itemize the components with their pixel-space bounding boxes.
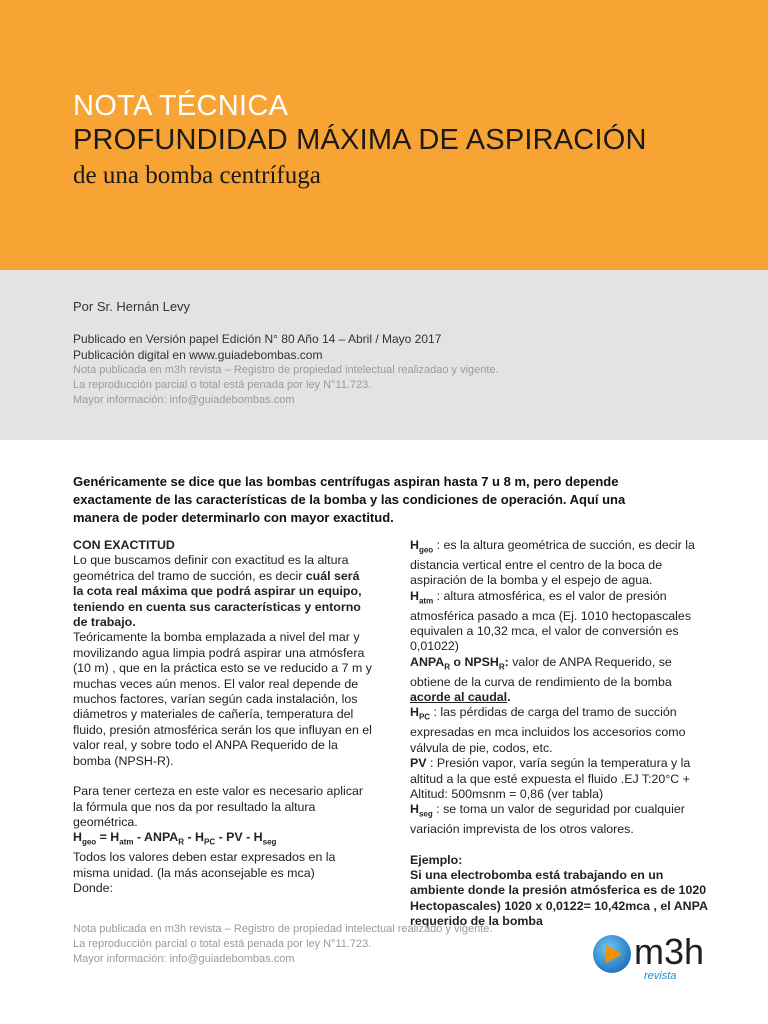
hseg-symbol: H xyxy=(410,802,419,817)
p1-text: Lo que buscamos definir con exactitud es la altura geométrica del tramo de succión, es decir xyxy=(73,553,349,583)
npsh-sub: R xyxy=(498,662,505,672)
formula xyxy=(73,830,373,850)
paragraph-2: Teóricamente la bomba emplazada a nivel del mar y movilizando agua limpia podrá aspirar una atmósfera (10 m) , que en la práctica esto se ve reducido a 7 m y muchas veces aún menos. El valor real depende de muchos factores, varían según cada instalación, los diámetros y materiales de cañería, temperatura del fluido, presión atmosférica serán los que influyan en el valor real, y sobre todo el ANPA Requerido de la bomba (NPSH-R). xyxy=(73,630,372,768)
anpa-text: valor de ANPA Requerido, se obtiene de la curva de rendimiento de la bomba xyxy=(410,654,672,689)
left-column xyxy=(73,538,373,896)
formula-seg: seg xyxy=(262,837,277,847)
info-note: Mayor información: info@guiadebombas.com xyxy=(73,394,295,406)
footer-note: Nota publicada en m3h revista – Registro de propiedad intelectual realizado y vigente. xyxy=(73,923,493,935)
def-anpa xyxy=(410,655,710,706)
footer-repro: La reproducción parcial o total está penada por ley N°11.723. xyxy=(73,938,372,950)
digital-line: Publicación digital en www.guiadebombas.com xyxy=(73,348,323,362)
def-pv xyxy=(410,756,710,802)
paragraph-4: Todos los valores deben estar expresados en la misma unidad. (la más aconsejable es mca) xyxy=(73,850,336,880)
hpc-symbol: H xyxy=(410,705,419,720)
spacer xyxy=(73,769,373,784)
hatm-symbol: H xyxy=(410,588,419,603)
logo-brand: m3h xyxy=(634,931,705,972)
example-heading: Ejemplo: xyxy=(410,852,463,867)
author: Por Sr. Hernán Levy xyxy=(73,299,191,314)
def-hatm xyxy=(410,589,710,655)
hpc-text: : las pérdidas de carga del tramo de succión expresadas en mca incluidos los accesorios como válvula de pie, codos, etc. xyxy=(410,705,686,755)
p1-bold: cuál será la cota real máxima que podrá aspirar un equipo, teniendo en cuenta sus características y entorno de trabajo. xyxy=(73,568,362,630)
anpa-dot: . xyxy=(507,690,511,705)
repro-note: La reproducción parcial o total está penada por ley N°11.723. xyxy=(73,379,372,391)
paragraph-1 xyxy=(73,553,373,630)
example-text: Si una electrobomba está trabajando en un ambiente donde la presión atmósferica es de 1020 Hectopascales) 1020 x 0,0122= 10,42mca , el ANPA requerido de la bomba xyxy=(410,868,708,929)
copyright-note: Nota publicada en m3h revista – Registro de propiedad intelectual realizadao y vigente. xyxy=(73,364,499,376)
note-label: NOTA TÉCNICA xyxy=(73,90,289,122)
section-heading: CON EXACTITUD xyxy=(73,538,175,552)
m3h-logo xyxy=(592,924,732,984)
intro-paragraph: Genéricamente se dice que las bombas centrífugas aspiran hasta 7 u 8 m, pero depende exactamente de las características de la bomba y las condiciones de operación. Aquí una manera de poder determinarlo con mayor exactitud. xyxy=(73,474,626,525)
paragraph-5: Donde: xyxy=(73,881,113,895)
spacer xyxy=(410,838,710,853)
anpa-colon: : xyxy=(504,654,513,669)
pv-text: : Presión vapor, varía según la temperatura y la altitud a la que esté expuesta el fluido .EJ T:20°C + Altitud: 500msnm = 0,86 (ver tabla) xyxy=(410,756,691,801)
pv-symbol: PV xyxy=(410,756,427,771)
page-title: PROFUNDIDAD MÁXIMA DE ASPIRACIÓN xyxy=(73,124,647,156)
right-column xyxy=(410,538,710,930)
anpa-underline: acorde al caudal xyxy=(410,690,508,705)
anpa-symbol: ANPA xyxy=(410,654,445,669)
logo-sub: revista xyxy=(644,970,677,982)
formula-r: R xyxy=(178,837,185,847)
anpa-sub: R xyxy=(444,662,450,672)
npsh-symbol: o NPSH xyxy=(449,654,499,669)
formula-anpa: - ANPA xyxy=(133,830,179,845)
formula-h: H xyxy=(73,830,82,845)
hatm-text: : altura atmosférica, es el valor de presión atmosférica pasado a mca (Ej. 1010 hectopascales equivalen a 10,32 mca, el valor de conversión es 0,01022) xyxy=(410,588,692,654)
hatm-sub: atm xyxy=(418,596,434,606)
formula-hpc: - H xyxy=(184,830,204,845)
formula-geo: geo xyxy=(81,837,97,847)
def-hseg xyxy=(410,802,710,837)
hgeo-sub: geo xyxy=(418,545,434,555)
hseg-text: : se toma un valor de seguridad por cualquier variación imprevista de los otros valores. xyxy=(410,802,685,837)
header-banner xyxy=(0,0,768,270)
formula-pc: PC xyxy=(204,837,216,847)
formula-pv: - PV - H xyxy=(215,830,263,845)
def-hgeo xyxy=(410,538,710,589)
def-hpc xyxy=(410,705,710,756)
footer-info: Mayor información: info@guiadebombas.com xyxy=(73,953,295,965)
hpc-sub: PC xyxy=(418,712,431,722)
page-subtitle: de una bomba centrífuga xyxy=(73,162,321,189)
formula-eq: = H xyxy=(96,830,120,845)
published-line: Publicado en Versión papel Edición N° 80 Año 14 – Abril / Mayo 2017 xyxy=(73,332,442,346)
footer xyxy=(73,922,492,967)
meta-block xyxy=(0,270,768,440)
hgeo-text: : es la altura geométrica de succión, es decir la distancia vertical entre el centro de la boca de aspiración de la bomba y el espejo de agua. xyxy=(410,538,695,588)
paragraph-3: Para tener certeza en este valor es necesario aplicar la fórmula que nos da por resultado la altura geométrica. xyxy=(73,784,363,829)
hseg-sub: seg xyxy=(418,809,433,819)
formula-atm: atm xyxy=(119,837,134,847)
hgeo-symbol: H xyxy=(410,538,419,552)
